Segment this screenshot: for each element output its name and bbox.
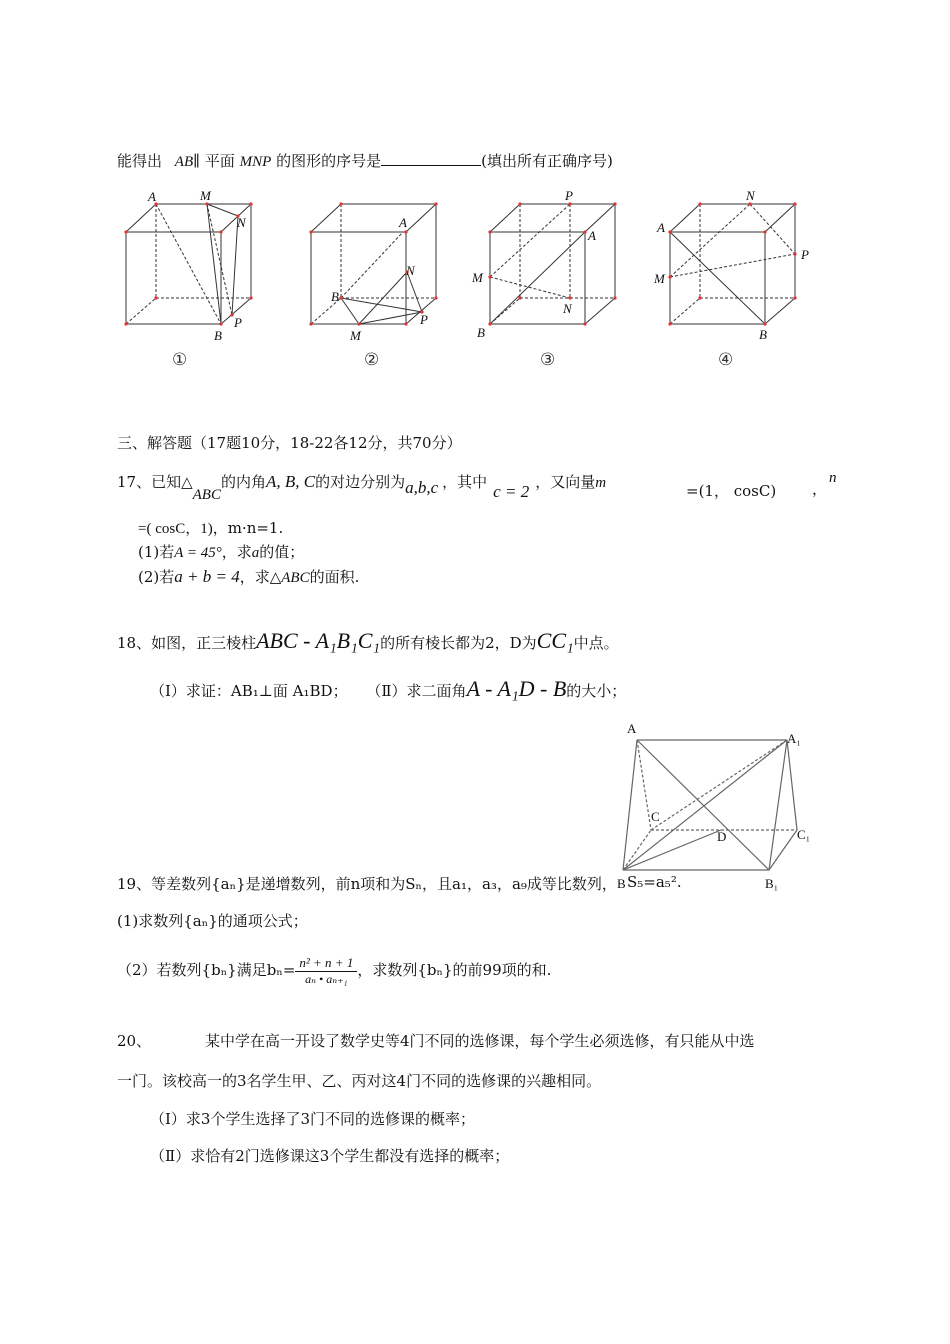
q19-numerator: n² + n + 1 [295,955,357,972]
prism-figure [615,718,825,893]
fig4-point-P: P [801,247,809,262]
fig3-point-N: N [563,301,572,316]
q20-part1: （Ⅰ）求3个学生选择了3门不同的选修课的概率； [150,1110,476,1128]
prism-point-B1: B₁ [765,876,779,891]
q17-m: m [595,475,607,491]
cube-figures [110,185,830,370]
prism-point-C: C [651,809,660,824]
fig1-label: ① [172,350,188,369]
q18-dihedral: A - A₁D - B [466,676,567,701]
q19-p2-a: （2）若数列{bₙ}满足bₙ= [117,961,296,979]
prism-point-A1: A₁ [787,731,801,746]
q17-text2: 的对边分别为 [315,473,406,491]
q17-p1-b: ，求 [221,543,252,561]
prism-point-B: B [617,876,626,891]
q17-intro: 17、已知△ [117,473,193,491]
q19-text: 19、等差数列{aₙ}是递增数列，前n项和为Sₙ，且a₁，a₃，a₉成等比数列， [117,875,617,893]
q18-text3: 的大小； [566,682,627,700]
q18-text1: 的所有棱长都为2，D为 [380,634,537,652]
q17-part1 [138,541,304,562]
q18-intro: 18、如图，正三棱柱 [117,634,257,652]
q17-n-value: =( cosC，1) [138,521,213,537]
q17-p2-b: ，求△ [239,568,282,586]
cube-figure-4 [670,204,795,324]
fig1-point-A: A [148,189,156,204]
q20-line2: 一门。该校高一的3名学生甲、乙、丙对这4门不同的选修课的兴趣相同。 [117,1072,602,1090]
q20-number: 20、 [117,1032,152,1050]
q17-p1-a: (1)若 [138,543,175,561]
prism-point-A: A [627,721,637,736]
q17-m-value: =(1， cosC) [686,482,777,500]
fig2-point-P: P [420,312,428,327]
section-3-heading: 三、解答题（17题10分，18-22各12分，共70分） [117,434,462,452]
q18-line1 [117,628,619,654]
q17-line1 [117,470,607,503]
q17-text3: ，其中 [442,473,488,491]
q17-p2-cond: a + b = 4 [174,567,240,586]
q18-part1: （Ⅰ）求证：AB₁⊥面 A₁BD； [150,682,348,700]
q17-line2 [138,517,283,538]
fig4-point-A: A [657,220,665,235]
fig2-point-M: M [350,328,361,343]
q16-mnp: MNP [239,154,272,170]
q19-line1 [117,873,617,894]
fig1-point-P: P [234,315,242,330]
fig3-label: ③ [540,350,556,369]
fig4-point-M: M [654,271,665,286]
q17-sides: a,b,c [405,478,439,497]
q17-p1-c: 的值； [259,543,305,561]
q17-p2-abc: ABC [281,570,310,586]
q20-line1: 某中学在高一开设了数学史等4门不同的选修课，每个学生必须选修，有只能从中选 [205,1032,755,1050]
fig2-point-N: N [406,263,415,278]
fig4-point-B: B [759,327,767,342]
q17-p2-c: 的面积. [309,568,360,586]
q19-fraction [295,955,357,987]
q16-line [117,150,613,171]
q16-prefix: 能得出 [117,152,163,170]
q18-prism: ABC - A₁B₁C₁ [256,628,381,653]
q17-comma: ， [812,480,828,498]
q19-s5: S₅=a₅². [627,873,682,891]
answer-blank[interactable] [381,151,481,166]
fig2-label: ② [364,350,380,369]
q17-abc: ABC [192,487,221,503]
q18-part2: （Ⅱ）求二面角 [366,682,467,700]
q17-p1-cond: A = 45° [174,545,222,561]
fig1-point-N: N [237,215,246,230]
q17-dot-product: ，m·n=1. [212,519,284,537]
fig4-point-N: N [746,188,755,203]
fig3-point-M: M [472,270,483,285]
q16-note: (填出所有正确序号) [481,152,613,170]
q17-p1-var: a [251,545,260,561]
q19-part2 [117,955,551,987]
prism-point-D: D [717,829,727,844]
q16-plane: 平面 [204,152,235,170]
q20-part2: （Ⅱ）求恰有2门选修课这3个学生都没有选择的概率； [150,1147,510,1165]
q17-part2 [138,566,359,587]
fig1-point-M: M [200,188,211,203]
fig1-point-B: B [214,328,222,343]
fig3-point-B: B [477,325,485,340]
fig3-point-A: A [588,228,596,243]
fig2-point-B: B [331,289,339,304]
q19-p2-b: ，求数列{bₙ}的前99项的和. [357,961,552,979]
cube-figure-1 [126,204,251,324]
q17-text1: 的内角 [220,473,266,491]
q19-part1: (1)求数列{aₙ}的通项公式； [117,912,308,930]
q17-n: n [829,470,837,486]
q17-text4: ，又向量 [535,473,596,491]
q18-text2: 中点。 [573,634,619,652]
q17-angles: A, B, C [265,472,316,491]
fig4-label: ④ [718,350,734,369]
q16-ab-parallel: AB∥ [174,154,201,170]
fig2-point-A: A [399,215,407,230]
fig3-point-P: P [565,188,573,203]
q19-denominator: aₙ • aₙ₊₁ [305,972,348,986]
q17-p2-a: (2)若 [138,568,175,586]
q17-c-eq: c = 2 [493,482,530,501]
prism-point-C1: C₁ [797,827,811,842]
q18-cc1: CC₁ [536,628,574,653]
q16-suffix: 的图形的序号是 [276,152,382,170]
cube-figure-3 [490,204,615,324]
q18-parts [150,676,626,702]
cube-figure-2 [311,204,436,324]
